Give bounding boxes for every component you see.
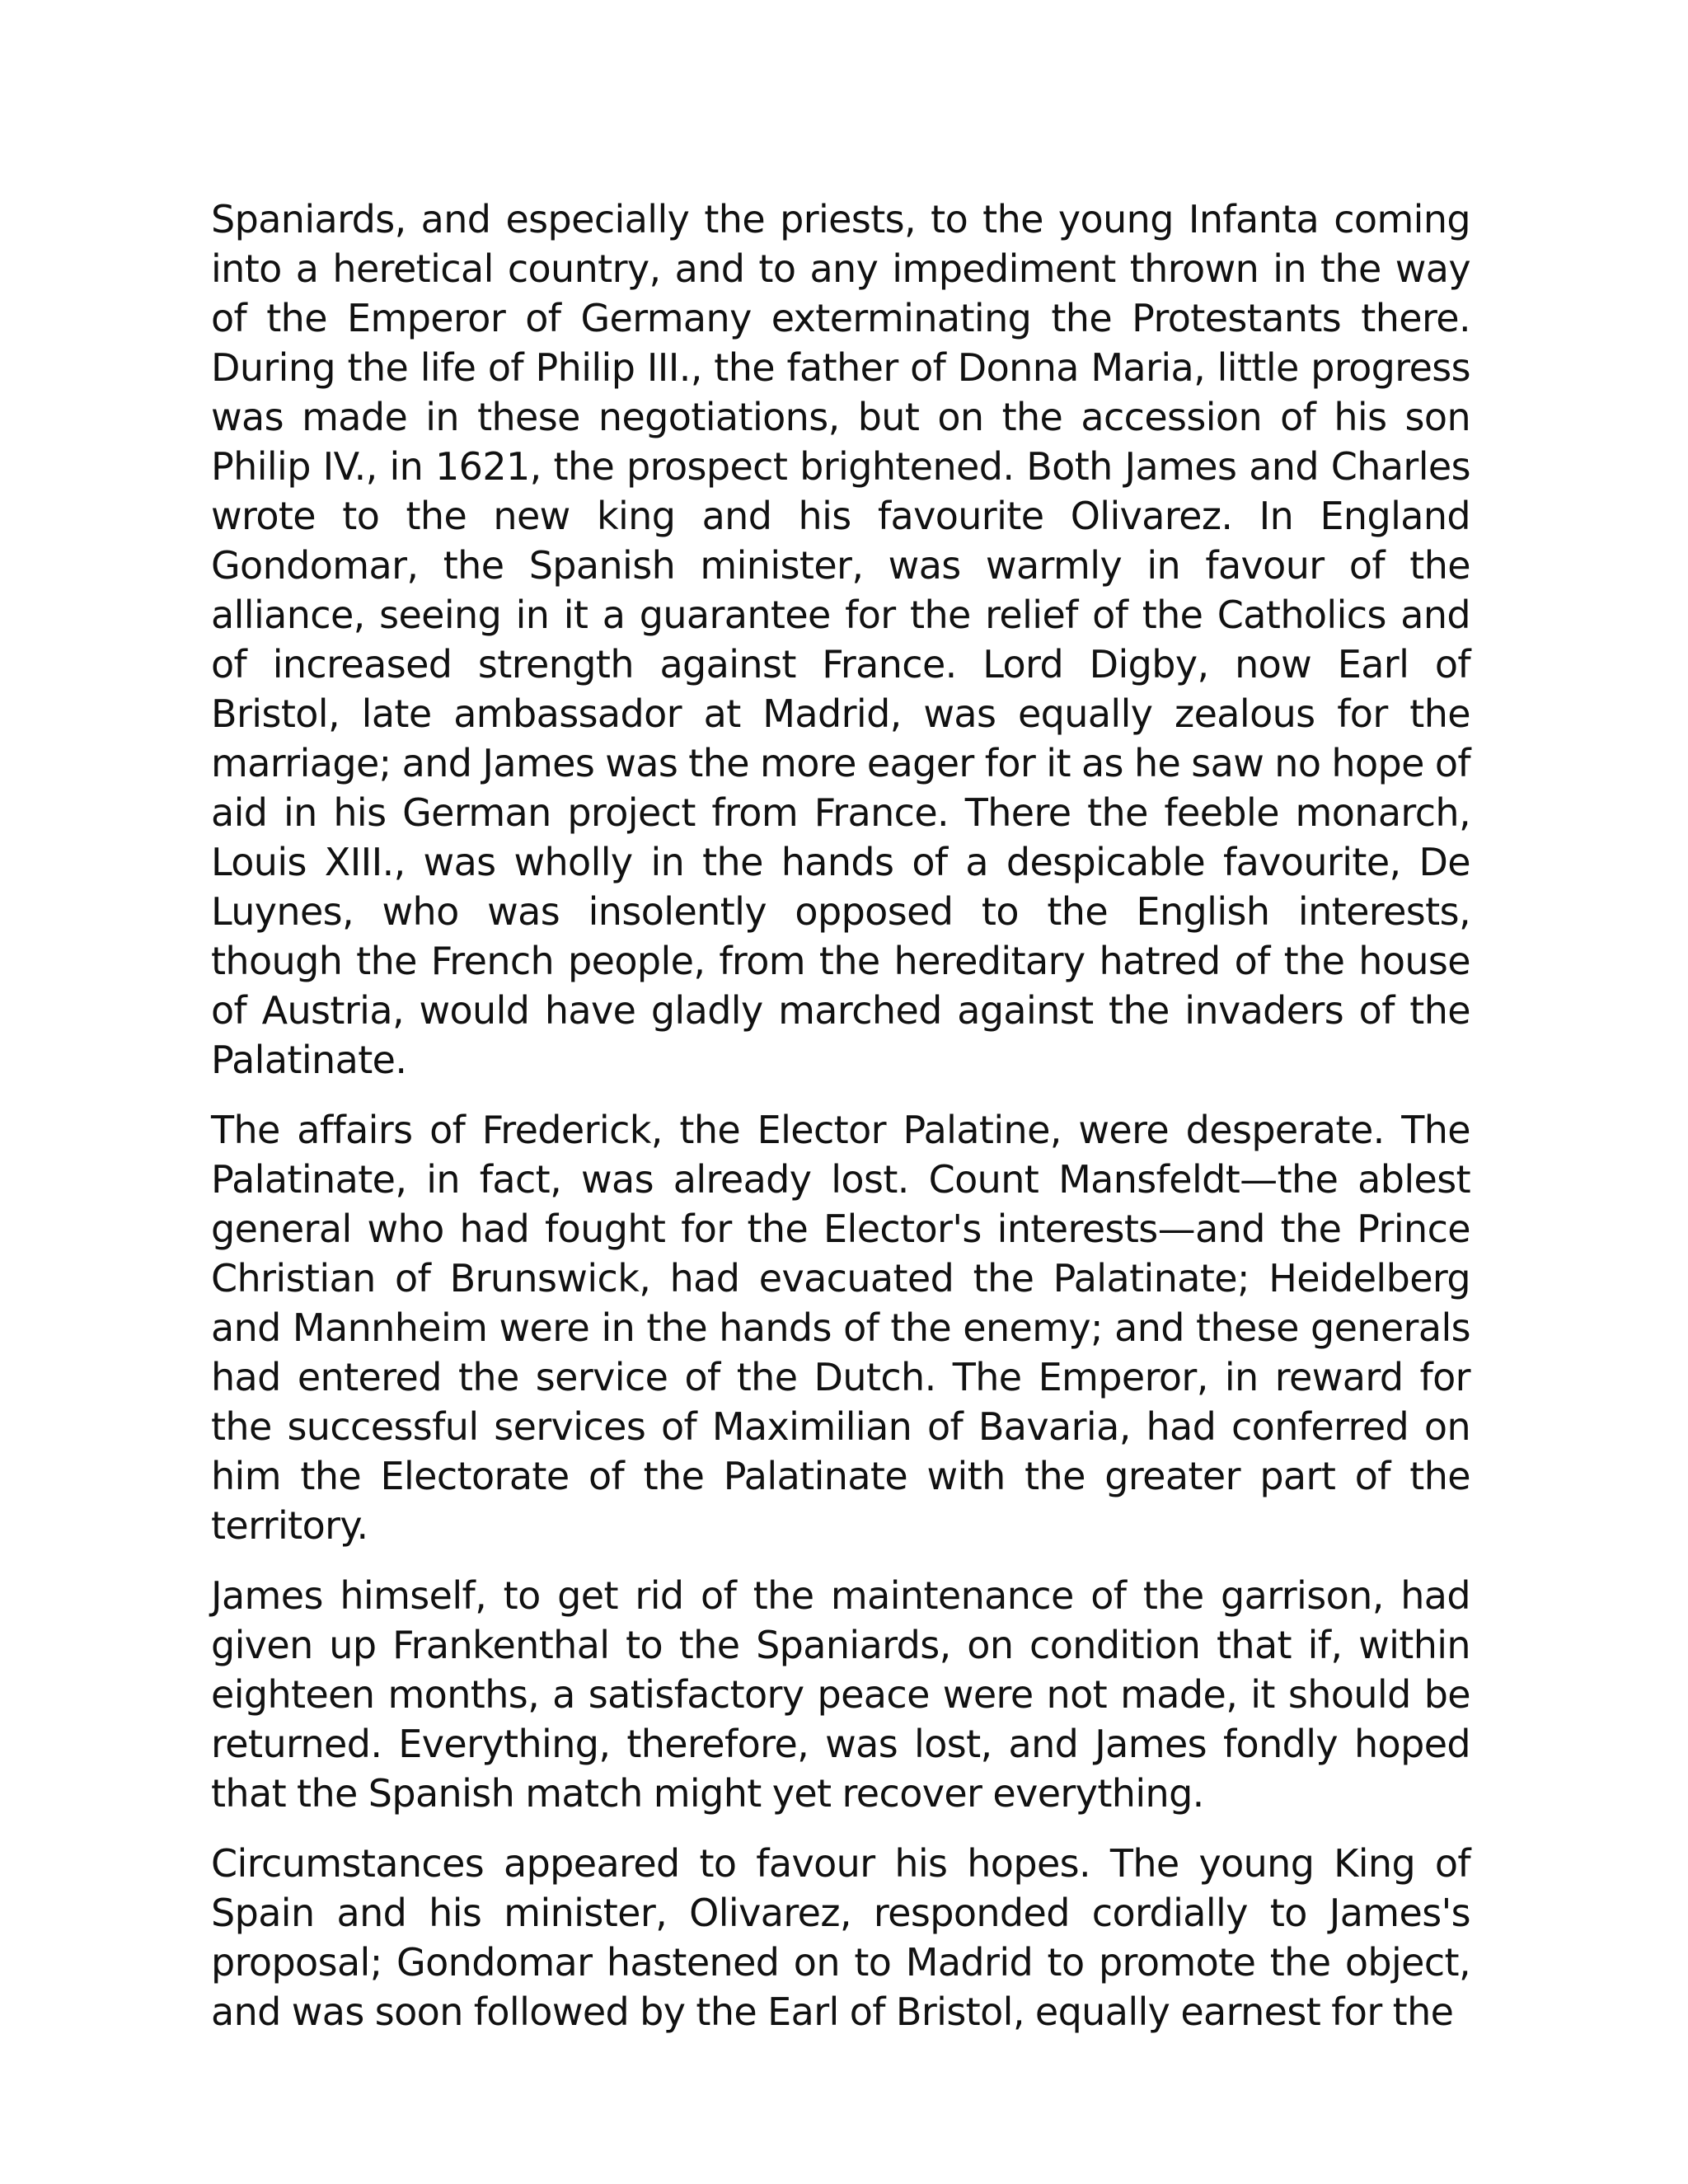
paragraph-4: Circumstances appeared to favour his hopes. The young King of Spain and his minister, Olivarez, responded cordially to James's proposal; Gondomar hastened on to Madrid to promote the object, and was soon followed by the Earl of Bristol, equally earnest for the [211, 1841, 1470, 2034]
paragraph-3: James himself, to get rid of the maintenance of the garrison, had given up Frankenthal to the Spaniards, on condition that if, within eighteen months, a satisfactory peace were not made, it should be returned. Everything, therefore, was lost, and James fondly hoped that the Spanish match might yet recover everything. [211, 1573, 1470, 1816]
paragraph-1: Spaniards, and especially the priests, to the young Infanta coming into a heretical country, and to any impediment thrown in the way of the Emperor of Germany exterminating the Protestants there. During the life of Philip III., the father of Donna Maria, little progress was made in these negotiations, but on the accession of his son Philip IV., in 1621, the prospect brightened. Both James and Charles wrote to the new king and his favourite Olivarez. In England Gondomar, the Spanish minister, was warmly in favour of the alliance, seeing in it a guarantee for the relief of the Catholics and of increased strength against France. Lord Digby, now Earl of Bristol, late ambassador at Madrid, was equally zealous for the marriage; and James was the more eager for it as he saw no hope of aid in his German project from France. There the feeble monarch, Louis XIII., was wholly in the hands of a despicable favourite, De Luynes, who was insolently opposed to the English interests, though the French people, from the hereditary hatred of the house of Austria, would have gladly marched against the invaders of the Palatinate. [211, 197, 1470, 1082]
paragraph-2: The affairs of Frederick, the Elector Palatine, were desperate. The Palatinate, in fact, was already lost. Count Mansfeldt—the ablest general who had fought for the Elector's interests—and the Prince Christian of Brunswick, had evacuated the Palatinate; Heidelberg and Mannheim were in the hands of the enemy; and these generals had entered the service of the Dutch. The Emperor, in reward for the successful services of Maximilian of Bavaria, had conferred on him the Electorate of the Palatinate with the greater part of the territory. [211, 1108, 1470, 1548]
document-page [211, 194, 1470, 2057]
